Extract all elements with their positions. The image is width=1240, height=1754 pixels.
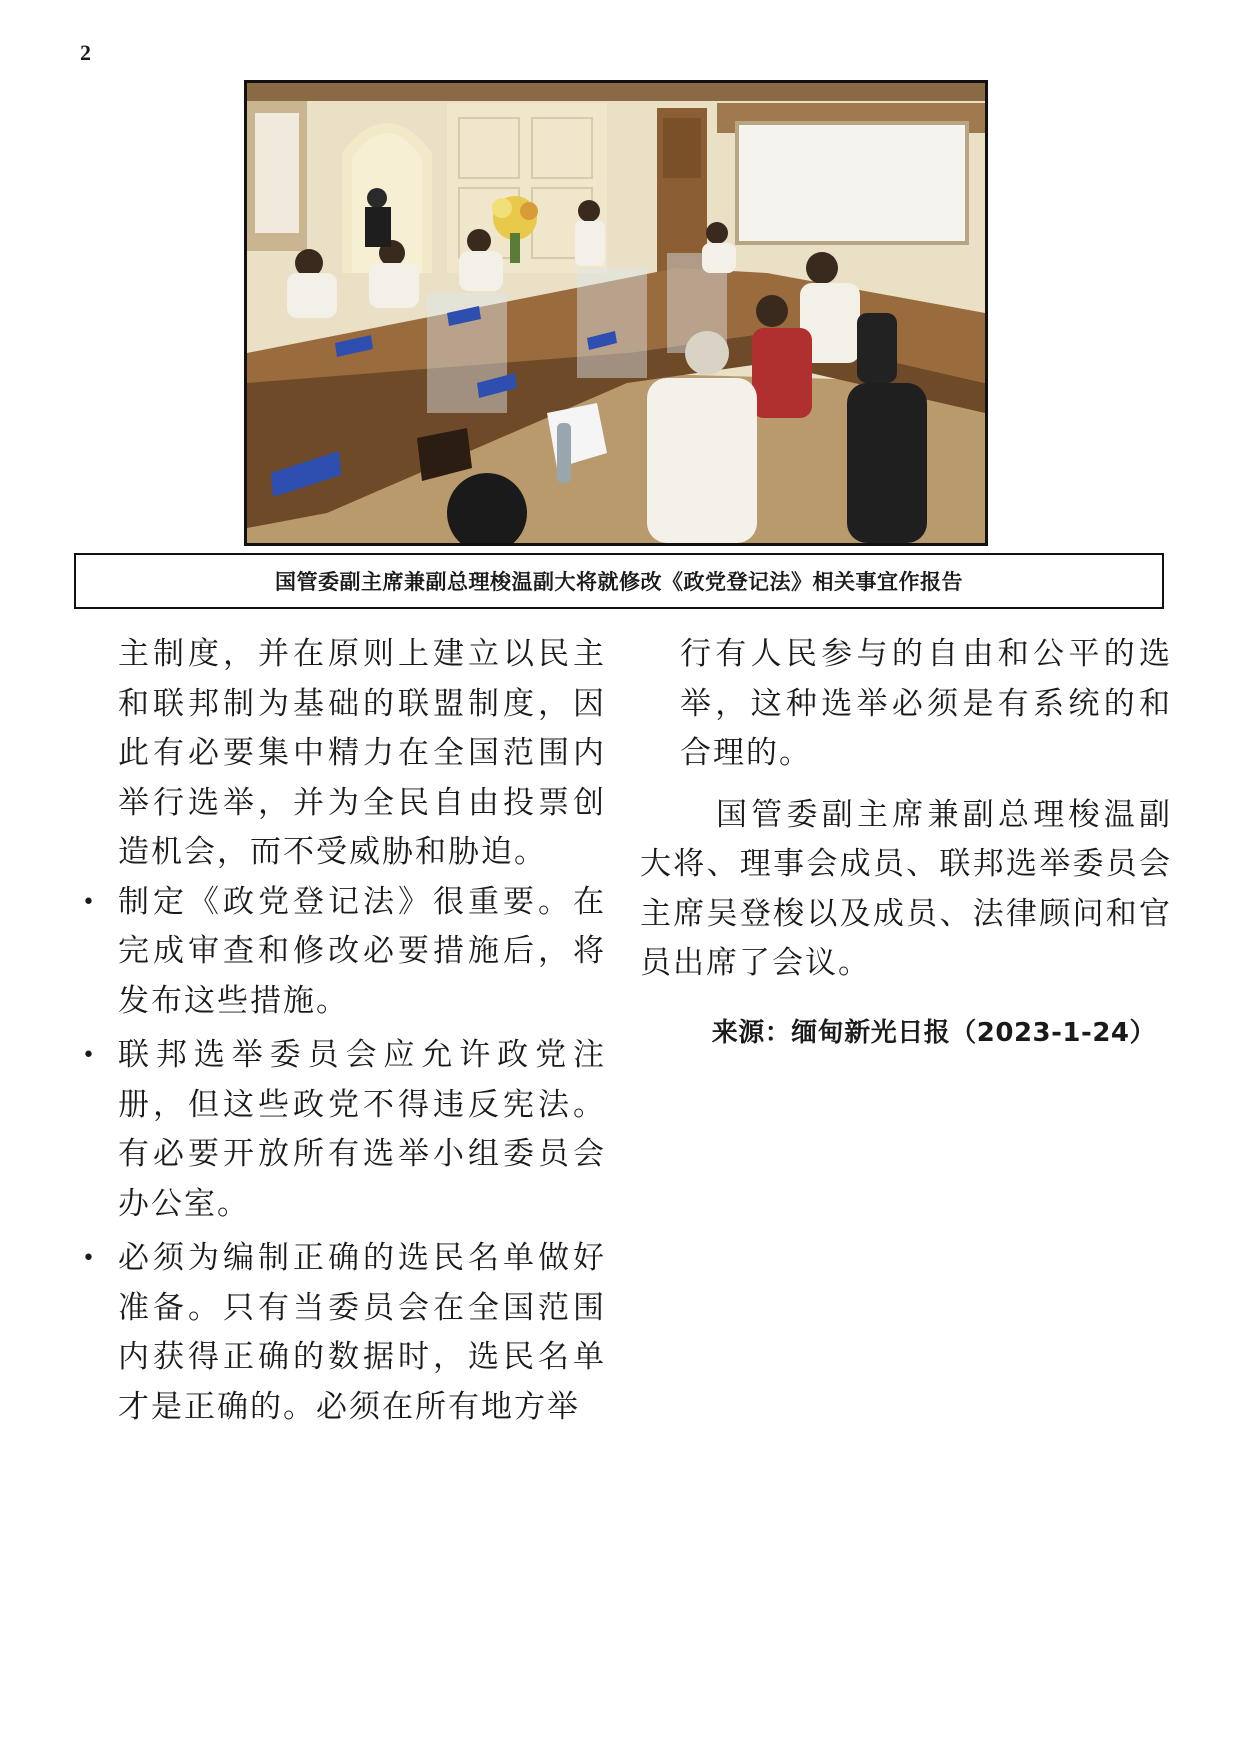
page-number: 2 — [80, 40, 91, 65]
left-intro-paragraph: 主制度，并在原则上建立以民主和联邦制为基础的联盟制度，因此有必要集中精力在全国范围内举行选举，并为全民自由投票创造机会，而不受威胁和胁迫。 — [118, 636, 606, 870]
bullet-list — [82, 878, 606, 1433]
list-item — [82, 1031, 606, 1229]
left-column — [82, 630, 606, 1437]
bullet-text: 制定《政党登记法》很重要。在完成审查和修改必要措施后，将发布这些措施。 — [118, 883, 606, 1019]
source-citation: 来源：缅甸新光日报（2023-1-24） — [711, 1017, 1156, 1048]
right-continuation-paragraph: 行有人民参与的自由和公平的选举，这种选举必须是有系统的和合理的。 — [680, 636, 1172, 771]
list-item — [82, 1234, 606, 1432]
attendees-paragraph: 国管委副主席兼副总理梭温副大将、理事会成员、联邦选举委员会主席吴登梭以及成员、法律顾问和官员出席了会议。 — [640, 796, 1172, 981]
bullet-icon: • — [82, 889, 97, 915]
photo-caption-text: 国管委副主席兼副总理梭温副大将就修改《政党登记法》相关事宜作报告 — [275, 570, 963, 594]
bullet-icon: • — [82, 1043, 97, 1068]
meeting-photo-illustration — [247, 83, 985, 543]
right-column — [640, 630, 1172, 1058]
bullet-icon: • — [82, 1246, 97, 1271]
bullet-text: 必须为编制正确的选民名单做好准备。只有当委员会在全国范围内获得正确的数据时，选民名单才是正确的。必须在所有地方举 — [118, 1240, 606, 1425]
bullet-text: 联邦选举委员会应允许政党注册，但这些政党不得违反宪法。有必要开放所有选举小组委员会办公室。 — [118, 1037, 606, 1222]
list-item — [82, 878, 606, 1027]
meeting-photo — [244, 80, 988, 546]
photo-caption — [74, 553, 1164, 609]
